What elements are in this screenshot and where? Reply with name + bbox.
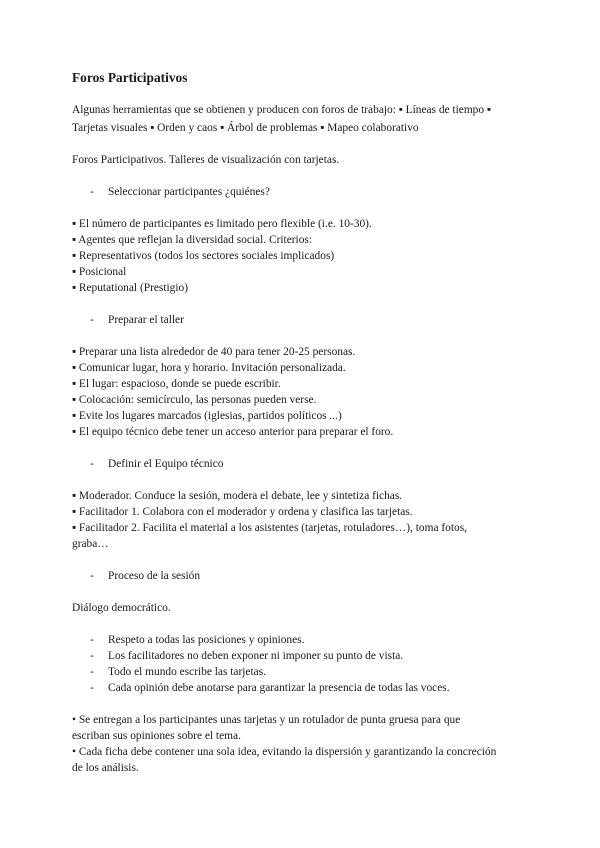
list-item: ▪ El equipo técnico debe tener un acceso anterior para preparar el foro. — [72, 426, 394, 438]
dash-marker: - — [90, 682, 94, 694]
dash-list-text: Cada opinión debe anotarse para garantizar la presencia de todas las voces. — [108, 682, 450, 694]
dash-marker: - — [90, 570, 94, 582]
list-item: ▪ Agentes que reflejan la diversidad social. Criterios: — [72, 234, 313, 246]
closing-line: • Cada ficha debe contener una sola idea, evitando la dispersión y garantizando la concreción — [72, 746, 497, 758]
list-item: ▪ Moderador. Conduce la sesión, modera el debate, lee y sintetiza fichas. — [72, 490, 403, 502]
list-item: ▪ Facilitador 2. Facilita el material a los asistentes (tarjetas, rotuladores…), toma fotos, — [72, 522, 468, 534]
list-item: ▪ El lugar: espacioso, donde se puede escribir. — [72, 378, 281, 390]
list-item: ▪ Posicional — [72, 266, 127, 278]
list-item: ▪ Evite los lugares marcados (iglesias, partidos políticos ...) — [72, 410, 342, 422]
closing-line: • Se entregan a los participantes unas tarjetas y un rotulador de punta gruesa para que — [72, 714, 461, 726]
dash-marker: - — [90, 186, 94, 198]
dash-marker: - — [90, 458, 94, 470]
dash-list-text: Respeto a todas las posiciones y opiniones. — [108, 634, 305, 646]
section-heading-text: Definir el Equipo técnico — [108, 458, 224, 470]
dash-list-text: Los facilitadores no deben exponer ni imponer su punto de vista. — [108, 650, 404, 662]
document-title: Foros Participativos — [72, 70, 188, 85]
closing-line: de los análisis. — [72, 762, 139, 774]
section-heading-text: Seleccionar participantes ¿quiénes? — [108, 186, 270, 198]
section-subheading: Diálogo democrático. — [72, 602, 171, 614]
closing-line: escriban sus opiniones sobre el tema. — [72, 730, 241, 742]
dash-marker: - — [90, 650, 94, 662]
list-item: ▪ Representativos (todos los sectores sociales implicados) — [72, 250, 335, 262]
section-heading-text: Proceso de la sesión — [108, 570, 201, 582]
list-item: ▪ Reputational (Prestigio) — [72, 282, 189, 294]
list-item: ▪ El número de participantes es limitado pero flexible (i.e. 10-30). — [72, 218, 372, 230]
list-item: ▪ Colocación: semicírculo, las personas pueden verse. — [72, 394, 317, 406]
dash-list-text: Todo el mundo escribe las tarjetas. — [108, 666, 266, 678]
intro-line-2: Tarjetas visuales ▪ Orden y caos ▪ Árbol de problemas ▪ Mapeo colaborativo — [72, 122, 419, 134]
intro-line-1: Algunas herramientas que se obtienen y producen con foros de trabajo: ▪ Líneas de tiempo ▪ — [72, 104, 491, 116]
subtitle: Foros Participativos. Talleres de visualización con tarjetas. — [72, 154, 340, 166]
list-item-continuation: graba… — [72, 538, 109, 550]
dash-marker: - — [90, 666, 94, 678]
list-item: ▪ Facilitador 1. Colabora con el moderador y ordena y clasifica las tarjetas. — [72, 506, 413, 518]
list-item: ▪ Comunicar lugar, hora y horario. Invitación personalizada. — [72, 362, 346, 374]
section-heading-text: Preparar el taller — [108, 314, 184, 326]
dash-marker: - — [90, 634, 94, 646]
list-item: ▪ Preparar una lista alrededor de 40 para tener 20-25 personas. — [72, 346, 356, 358]
dash-marker: - — [90, 314, 94, 326]
